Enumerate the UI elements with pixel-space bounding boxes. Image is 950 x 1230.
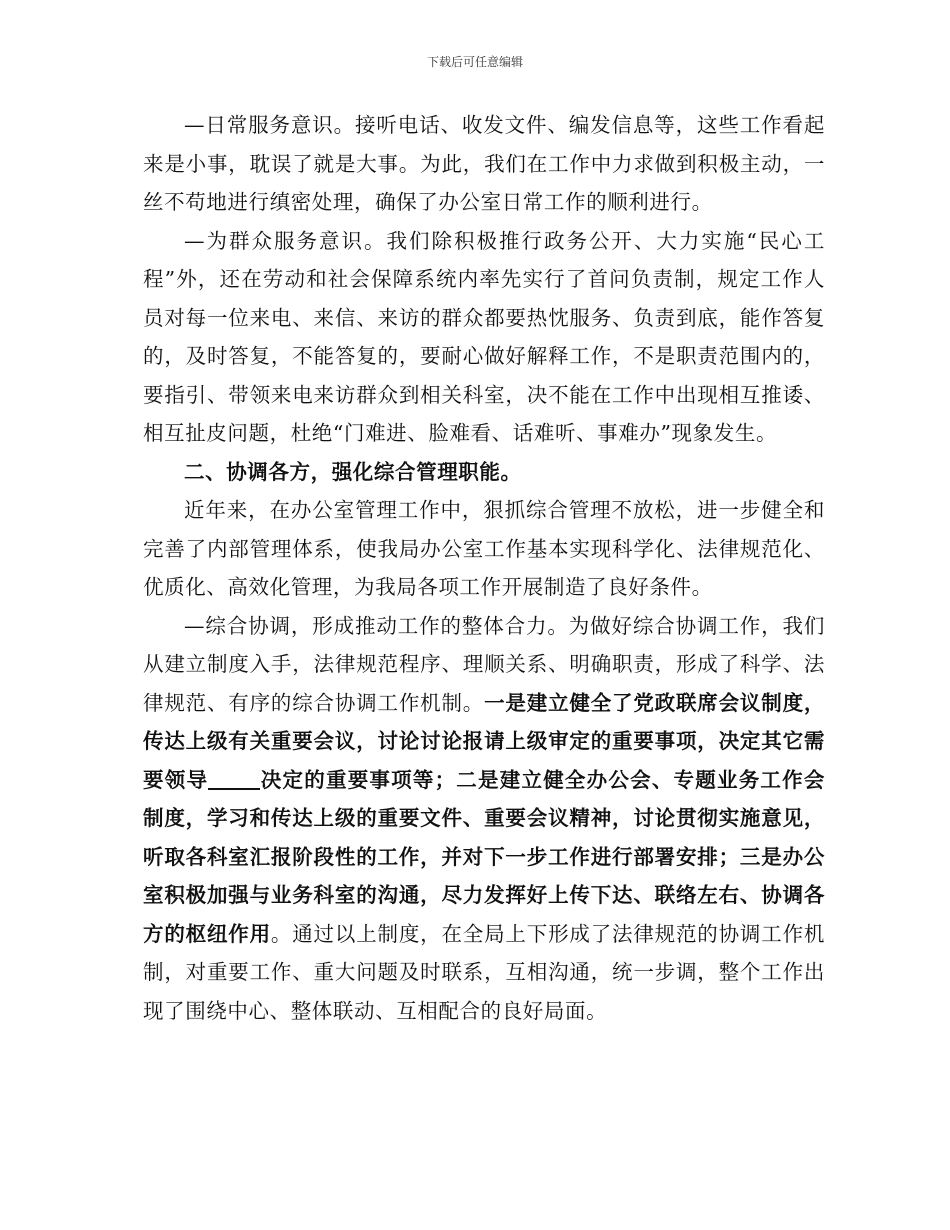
- paragraph-coordination: [143, 607, 825, 1031]
- coordination-conclusion: 。通过以上制度，在全局上下形成了法律规范的协调工作机制，对重要工作、重大问题及时联系，互相沟通，统一步调，整个工作出现了围绕中心、整体联动、互相配合的良好局面。: [143, 921, 825, 1023]
- coordination-intro: —综合协调，形成推动工作的整体合力。为做好综合协调工作，我们从建立制度入手，法律规范程序、理顺关系、明确职责，形成了科学、法律规范、有序的综合协调工作机制。: [143, 613, 825, 715]
- section-heading: 二、协调各方，强化综合管理职能。: [184, 459, 522, 484]
- coordination-bold-a: 一是建立健全了党政联席会议制度，传达上级有关重要会议，讨论讨论报请上级审定的重要事项，决定其它需要领导: [143, 690, 825, 792]
- paragraph-daily-service: —日常服务意识。接听电话、收发文件、编发信息等，这些工作看起来是小事，耽误了就是大事。为此，我们在工作中力求做到积极主动，一丝不苟地进行缜密处理，确保了办公室日常工作的顺利进行。: [143, 113, 825, 214]
- paragraph-management: 近年来，在办公室管理工作中，狠抓综合管理不放松，进一步健全和完善了内部管理体系，使我局办公室工作基本实现科学化、法律规范化、优质化、高效化管理，为我局各项工作开展制造了良好条件。: [143, 498, 825, 599]
- paragraph-public-service: —为群众服务意识。我们除积极推行政务公开、大力实施“民心工程”外，还在劳动和社会保障系统内率先实行了首问负责制，规定工作人员对每一位来电、来信、来访的群众都要热忱服务、负责到底，能作答复的，及时答复，不能答复的，要耐心做好解释工作，不是职责范围内的，要指引、带领来电来访群众到相关科室，决不能在工作中出现相互推诿、相互扯皮问题，杜绝“门难进、脸难看、话难听、事难办”现象发生。: [143, 228, 825, 445]
- page-header: 下载后可任意编辑: [426, 55, 523, 69]
- document-body: [143, 106, 825, 1030]
- coordination-bold-b: 决定的重要事项等；二是建立健全办公会、专题业务工作会制度，学习和传达上级的重要文件、重要会议精神，讨论贯彻实施意见，听取各科室汇报阶段性的工作，并对下一步工作进行部署安排；三是办公室积极加强与业务科室的沟通，尽力发挥好上传下达、联络左右、协调各方的枢纽作用: [143, 767, 825, 946]
- blank-underline: [208, 766, 260, 790]
